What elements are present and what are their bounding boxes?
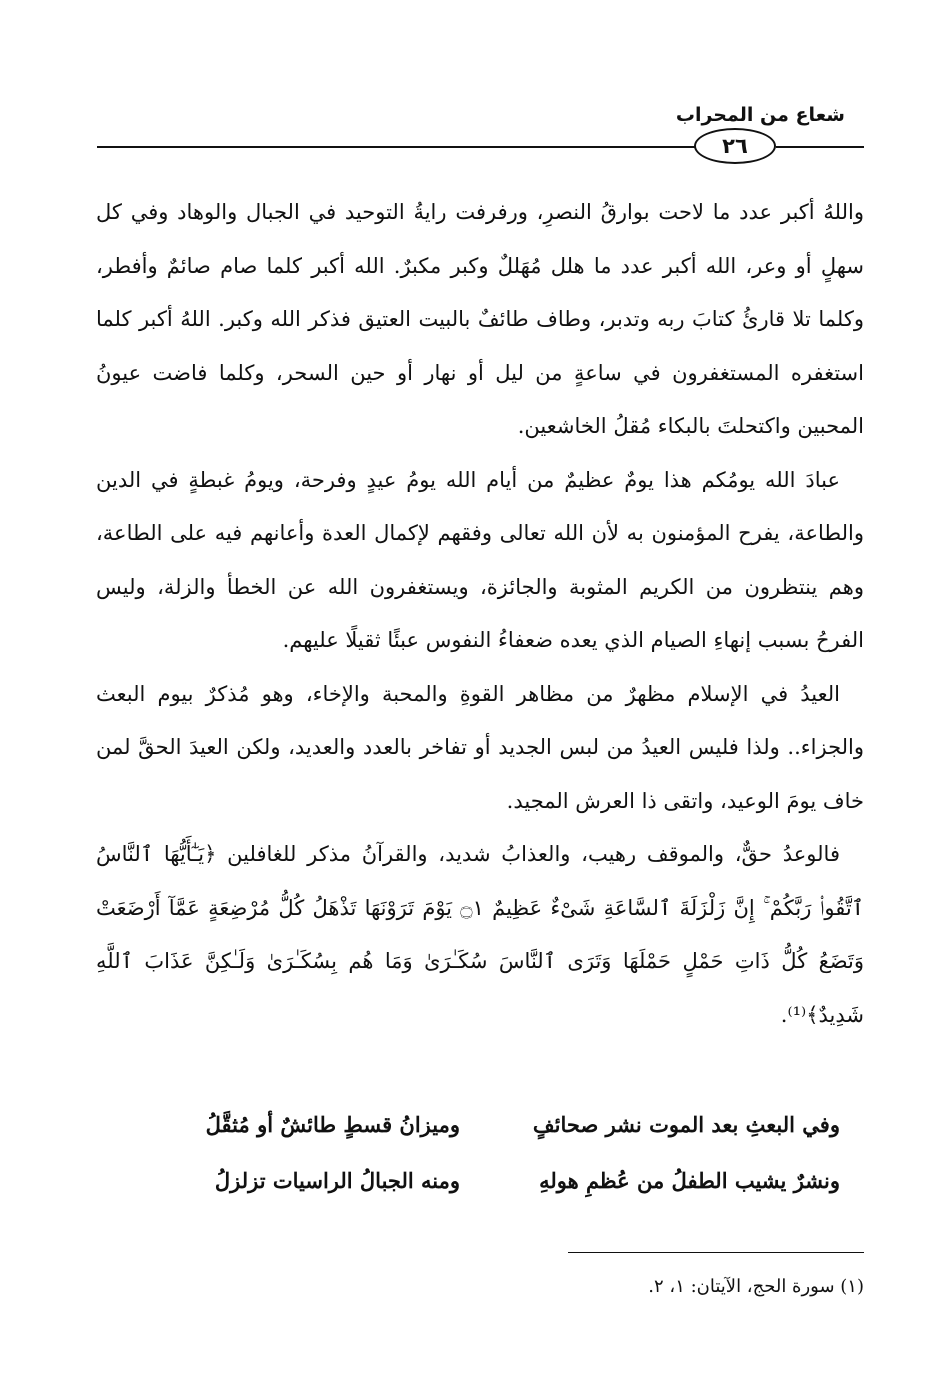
- header-rule: [776, 146, 864, 148]
- body-text: [96, 186, 864, 1042]
- paragraph: العيدُ في الإسلام مظهرٌ من مظاهر القوةِ والمحبة والإخاء، وهو مُذكرٌ بيوم البعث والجزاء.. ولذا فليس العيدُ من لبس الجديد أو تفاخر بالعدد والعديد، ولكن العيدَ الحقَّ لمن خاف يومَ الوعيد، واتقى ذا العرش المجيد.: [96, 681, 864, 813]
- poem-line: [120, 1152, 840, 1208]
- header-rule: [97, 146, 695, 148]
- poem-line: [120, 1096, 840, 1152]
- running-title: شعاع من المحراب: [675, 104, 845, 126]
- poem: [120, 1096, 840, 1208]
- hemistich: وميزانُ قسطٍ طائشٌ أو مُثقَّلُ: [205, 1111, 460, 1137]
- hemistich: ومنه الجبالُ الراسيات تزلزلُ: [214, 1167, 460, 1193]
- hemistich: وفي البعثِ بعد الموت نشر صحائفٍ: [532, 1111, 840, 1137]
- paragraph: عبادَ الله يومُكم هذا يومٌ عظيمٌ من أيام الله يومُ عيدٍ وفرحة، ويومُ غبطةٍ في الدين والطاعة، يفرح المؤمنون به لأن الله تعالى وفقهم لإكمال العدة وأعانهم فيه على الطاعة، وهم ينتظرون من الكريم المثوبة والجائزة، ويستغفرون الله عن الخطأ والزلة، وليس الفرحُ بسبب إنهاءِ الصيام الذي يعده ضعفاءُ النفوس عبئًا ثقيلًا عليهم.: [96, 467, 864, 652]
- hemistich: ونشرٌ يشيب الطفلُ من عُظمِ هولهِ: [539, 1167, 840, 1193]
- footnote-rule: [568, 1252, 864, 1253]
- paragraph-with-quran-verse: فالوعدُ حقٌّ، والموقف رهيب، والعذابُ شديد، والقرآنُ مذكر للغافلين ﴿يَـٰٓأَيُّهَا ٱلنَّاسُ ٱتَّقُوا۟ رَبَّكُمْ ۚ إِنَّ زَلْزَلَةَ ٱلسَّاعَةِ شَىْءٌ عَظِيمٌ ۝١ يَوْمَ تَرَوْنَهَا تَذْهَلُ كُلُّ مُرْضِعَةٍ عَمَّآ أَرْضَعَتْ وَتَضَعُ كُلُّ ذَاتِ حَمْلٍ حَمْلَهَا وَتَرَى ٱلنَّاسَ سُكَـٰرَىٰ وَمَا هُم بِسُكَـٰرَىٰ وَلَـٰكِنَّ عَذَابَ ٱللَّهِ شَدِيدٌ﴾⁽¹⁾.: [96, 842, 864, 1027]
- footnote: (١) سورة الحج، الآيتان: ١، ٢.: [648, 1276, 864, 1297]
- page-number: ٢٦: [694, 128, 776, 164]
- paragraph: واللهُ أكبر عدد ما لاحت بوارقُ النصرِ، ورفرفت رايةُ التوحيد في الجبال والوهاد وفي كل سهلٍ أو وعر، الله أكبر عدد ما هلل مُهَللٌ وكبر مكبرٌ. الله أكبر كلما صام صائمٌ وأفطر، وكلما تلا قارئُ كتابَ ربه وتدبر، وطاف طائفٌ بالبيت العتيق فذكر الله وكبر. اللهُ أكبر كلما استغفره المستغفرون في ساعةٍ من ليل أو نهار أو حين السحر، وكلما فاضت عيونُ المحبين واكتحلتَ بالبكاء مُقلُ الخاشعين.: [96, 200, 864, 438]
